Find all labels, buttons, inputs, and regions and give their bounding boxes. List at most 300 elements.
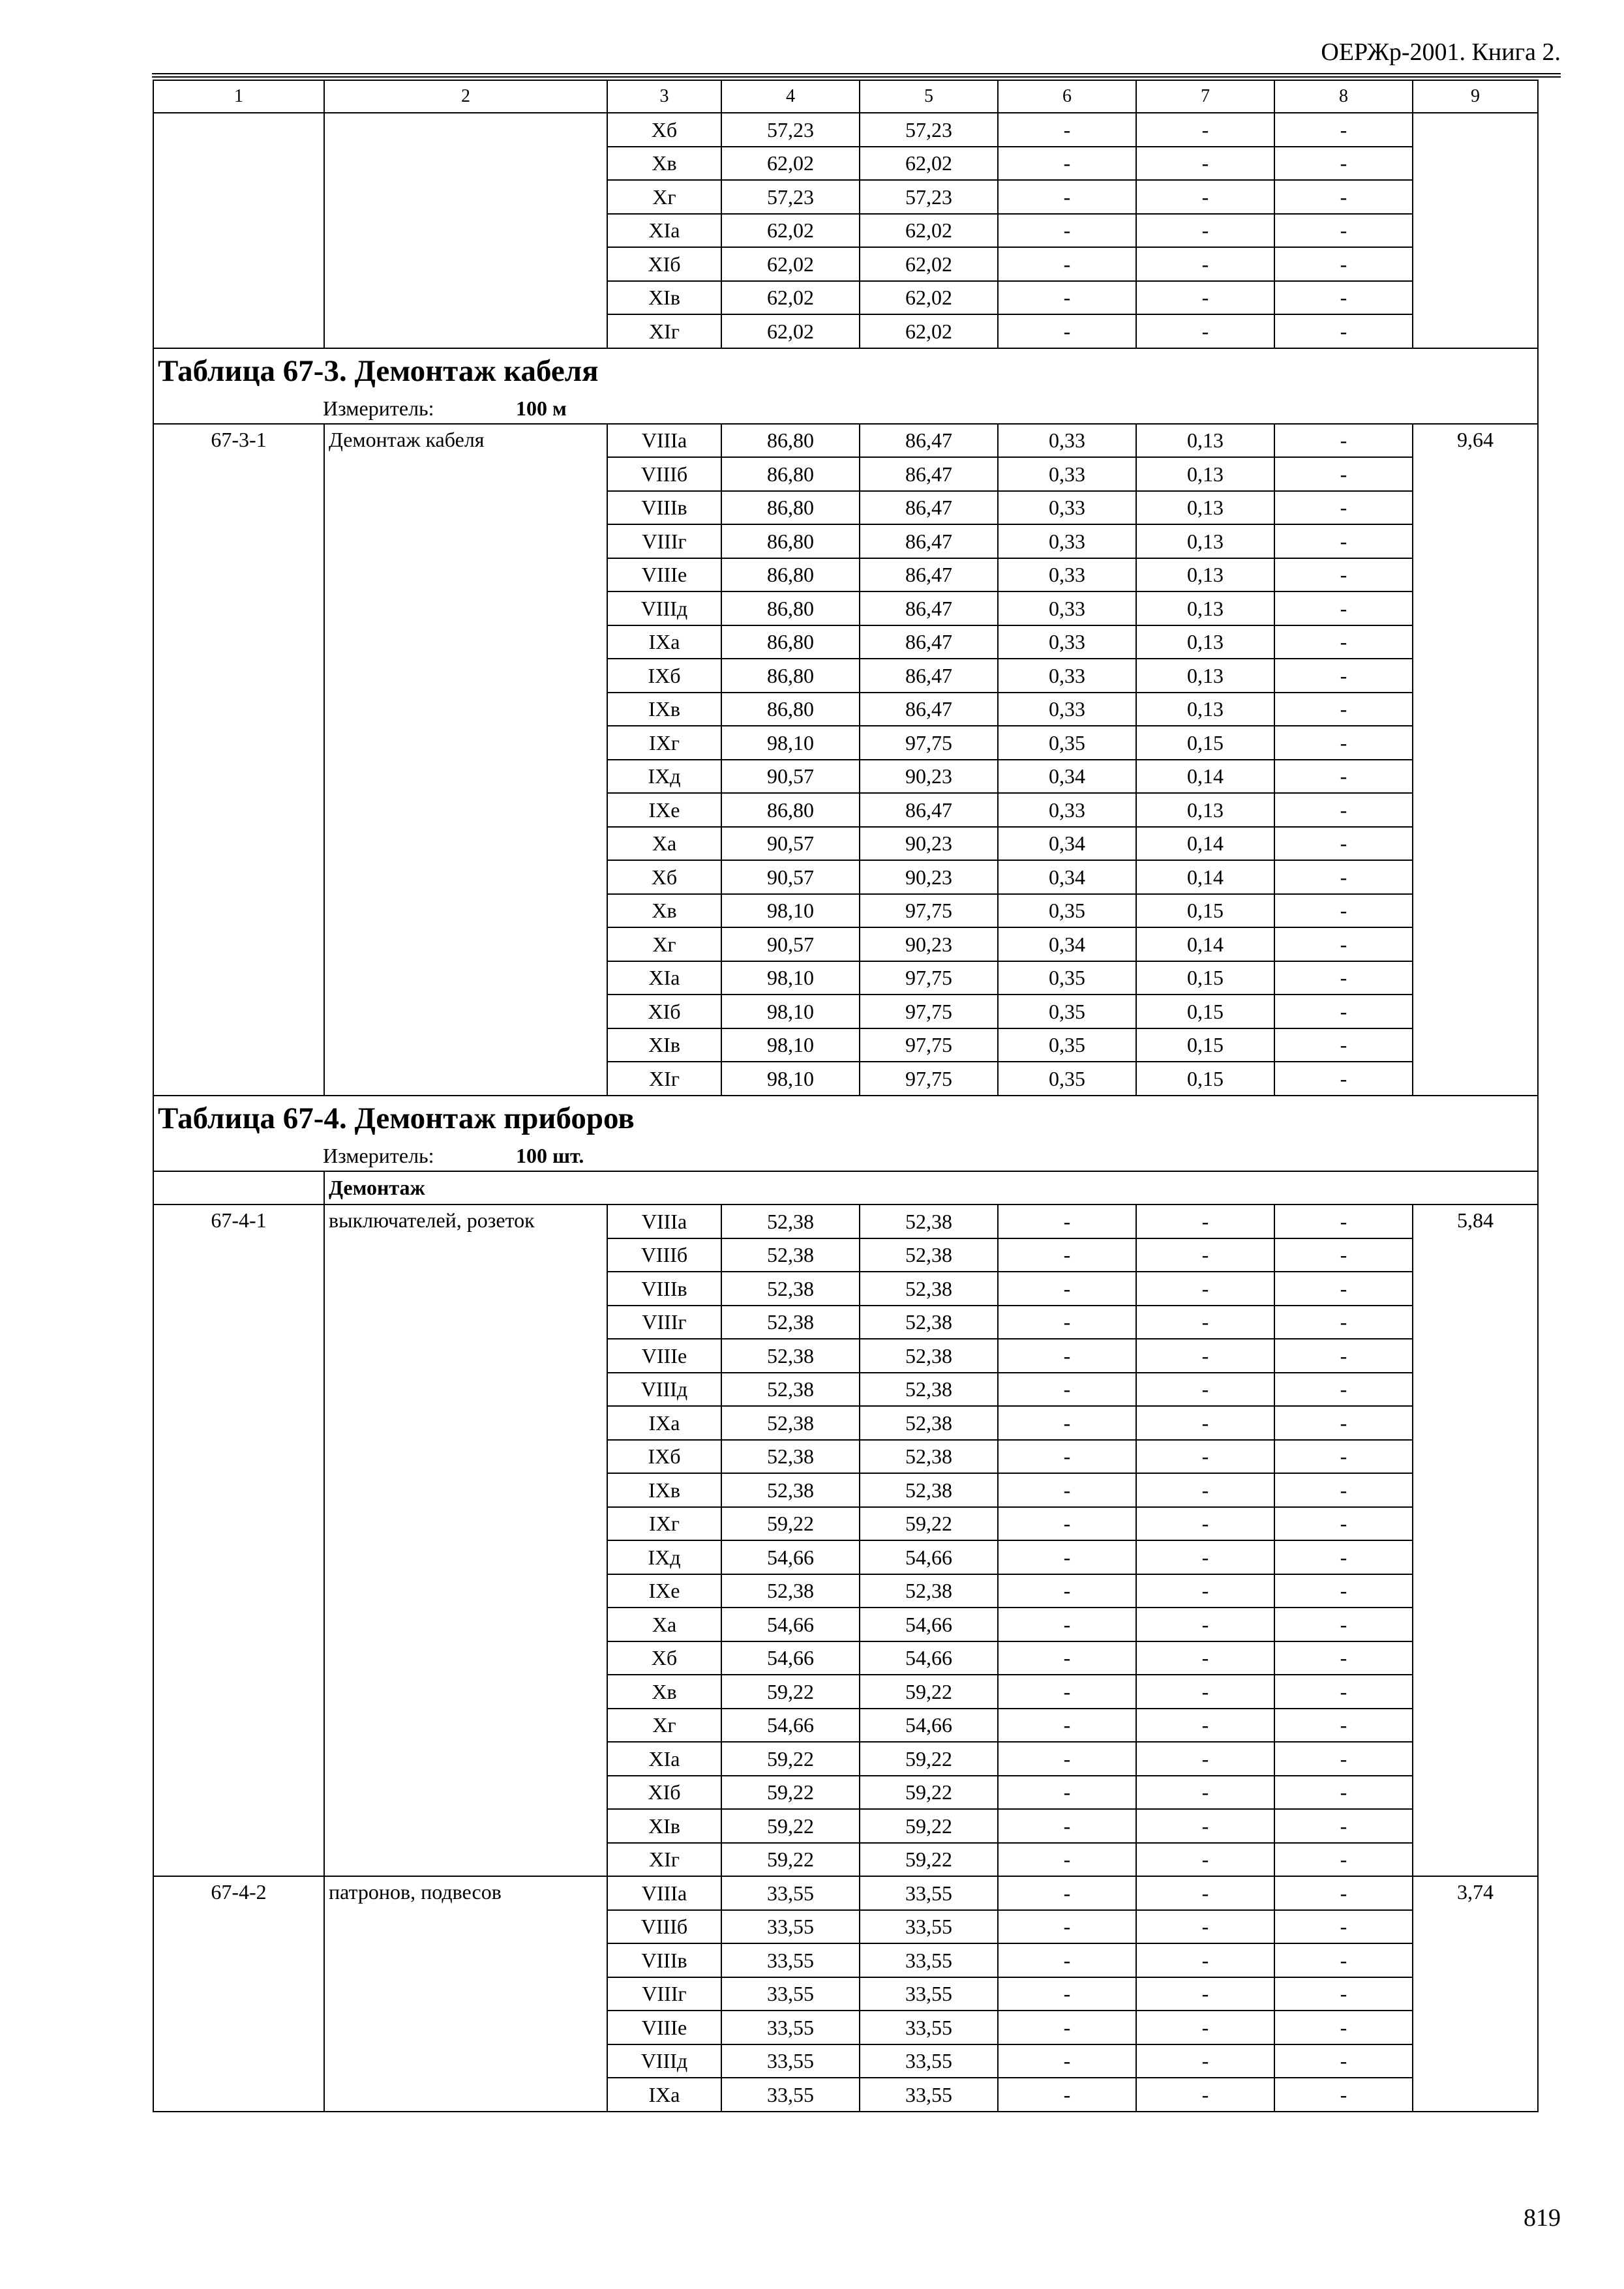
value-cell: - (1274, 1062, 1413, 1096)
value-cell: 52,38 (721, 1339, 860, 1373)
value-cell: VIIIб (607, 1238, 721, 1272)
value-cell: 0,34 (998, 927, 1136, 961)
value-cell: - (1136, 1272, 1274, 1306)
value-cell: 90,23 (860, 927, 998, 961)
table-row (153, 424, 1538, 458)
value-cell: - (1136, 1641, 1274, 1675)
value-cell: - (1136, 281, 1274, 315)
value-cell: - (1274, 457, 1413, 491)
value-cell: Xв (607, 147, 721, 181)
value-cell: IXе (607, 793, 721, 827)
value-cell: 52,38 (860, 1440, 998, 1474)
value-cell: 0,15 (1136, 961, 1274, 995)
value-cell: - (1136, 1910, 1274, 1944)
value-cell: XIв (607, 1809, 721, 1843)
value-cell: 98,10 (721, 961, 860, 995)
header-rule (152, 73, 1561, 74)
value-cell: - (998, 247, 1136, 281)
value-cell: VIIIа (607, 424, 721, 458)
value-cell: - (998, 1641, 1136, 1675)
value-cell: 86,80 (721, 659, 860, 693)
value-cell: - (1274, 1776, 1413, 1810)
value-cell: 59,22 (860, 1776, 998, 1810)
value-cell: - (1274, 1238, 1413, 1272)
value-cell: 54,66 (721, 1709, 860, 1743)
value-cell: - (1136, 180, 1274, 214)
value-cell: VIIIв (607, 491, 721, 525)
value-cell: 62,02 (860, 214, 998, 248)
value-cell: 0,33 (998, 524, 1136, 558)
value-cell: XIб (607, 247, 721, 281)
value-cell: 0,35 (998, 995, 1136, 1028)
value-cell: 0,14 (1136, 760, 1274, 794)
column-number-cell: 4 (721, 80, 860, 113)
value-cell: 59,22 (860, 1843, 998, 1877)
table-title: Таблица 67-4. Демонтаж приборов (153, 1096, 1538, 1141)
item-col9-cell: 3,74 (1413, 1876, 1538, 2112)
value-cell: 33,55 (721, 2011, 860, 2044)
value-cell: - (1136, 1608, 1274, 1641)
value-cell: - (1274, 927, 1413, 961)
value-cell: 86,47 (860, 558, 998, 592)
value-cell: - (1274, 314, 1413, 348)
value-cell: 86,47 (860, 659, 998, 693)
meter-value: 100 шт. (516, 1143, 584, 1167)
meter-value: 100 м (516, 396, 567, 420)
value-cell: - (1136, 147, 1274, 181)
value-cell: 0,15 (1136, 726, 1274, 760)
value-cell: - (1274, 1406, 1413, 1440)
value-cell: 86,80 (721, 424, 860, 458)
value-cell: 0,34 (998, 760, 1136, 794)
value-cell: IXд (607, 1540, 721, 1574)
value-cell: - (1136, 214, 1274, 248)
value-cell: IXг (607, 1507, 721, 1541)
value-cell: 62,02 (721, 281, 860, 315)
value-cell: 0,33 (998, 625, 1136, 659)
value-cell: 98,10 (721, 894, 860, 928)
value-cell: 54,66 (721, 1608, 860, 1641)
value-cell: 0,13 (1136, 591, 1274, 625)
value-cell: - (1136, 1507, 1274, 1541)
value-cell: - (1274, 180, 1413, 214)
value-cell: 0,14 (1136, 860, 1274, 894)
value-cell: IXд (607, 760, 721, 794)
value-cell: 33,55 (721, 1910, 860, 1944)
value-cell: IXв (607, 693, 721, 726)
item-col9-cell (1413, 113, 1538, 348)
value-cell: XIа (607, 214, 721, 248)
value-cell: 86,47 (860, 591, 998, 625)
value-cell: - (1136, 1440, 1274, 1474)
value-cell: - (1136, 1776, 1274, 1810)
value-cell: 86,47 (860, 693, 998, 726)
value-cell: XIб (607, 1776, 721, 1810)
header-rule (152, 76, 1561, 78)
column-number-cell: 5 (860, 80, 998, 113)
value-cell: 0,13 (1136, 659, 1274, 693)
value-cell: - (1274, 1204, 1413, 1238)
value-cell: - (998, 281, 1136, 315)
value-cell: 52,38 (860, 1272, 998, 1306)
value-cell: 0,35 (998, 961, 1136, 995)
value-cell: 33,55 (860, 1977, 998, 2011)
value-cell: 52,38 (721, 1440, 860, 1474)
group-label: Демонтаж (324, 1171, 1538, 1205)
value-cell: 90,23 (860, 760, 998, 794)
table-title-row (153, 348, 1538, 393)
value-cell: 0,13 (1136, 424, 1274, 458)
value-cell: 52,38 (721, 1272, 860, 1306)
value-cell: - (998, 1843, 1136, 1877)
value-cell: - (1136, 1339, 1274, 1373)
value-cell: IXб (607, 659, 721, 693)
value-cell: VIIIб (607, 457, 721, 491)
meter-cell (153, 393, 1538, 424)
meter-row (153, 1141, 1538, 1171)
value-cell: 62,02 (721, 214, 860, 248)
value-cell: IXв (607, 1473, 721, 1507)
value-cell: 54,66 (721, 1540, 860, 1574)
value-cell: 33,55 (721, 1943, 860, 1977)
value-cell: - (1274, 147, 1413, 181)
value-cell: - (998, 1473, 1136, 1507)
value-cell: 0,33 (998, 424, 1136, 458)
value-cell: - (1136, 1373, 1274, 1407)
value-cell: - (998, 1339, 1136, 1373)
value-cell: 0,15 (1136, 995, 1274, 1028)
value-cell: - (1136, 2078, 1274, 2112)
value-cell: XIв (607, 1028, 721, 1062)
value-cell: IXе (607, 1574, 721, 1608)
value-cell: 57,23 (721, 180, 860, 214)
column-number-cell: 7 (1136, 80, 1274, 113)
value-cell: 52,38 (860, 1204, 998, 1238)
value-cell: - (1136, 1473, 1274, 1507)
value-cell: - (1136, 2011, 1274, 2044)
value-cell: 52,38 (721, 1238, 860, 1272)
value-cell: - (1136, 1977, 1274, 2011)
value-cell: 86,47 (860, 625, 998, 659)
value-cell: - (1274, 491, 1413, 525)
item-col9-cell: 5,84 (1413, 1204, 1538, 1876)
value-cell: Xб (607, 860, 721, 894)
value-cell: 59,22 (860, 1809, 998, 1843)
group-row (153, 1171, 1538, 1205)
value-cell: VIIIб (607, 1910, 721, 1944)
value-cell: - (998, 1809, 1136, 1843)
value-cell: XIг (607, 1062, 721, 1096)
value-cell: 0,14 (1136, 827, 1274, 861)
value-cell: - (998, 1373, 1136, 1407)
value-cell: VIIIе (607, 558, 721, 592)
value-cell: 0,33 (998, 693, 1136, 726)
value-cell: 98,10 (721, 726, 860, 760)
item-name-cell: выключателей, розеток (324, 1204, 607, 1876)
value-cell: IXг (607, 726, 721, 760)
value-cell: - (1136, 113, 1274, 147)
value-cell: - (998, 1910, 1136, 1944)
value-cell: - (998, 314, 1136, 348)
table-row (153, 1204, 1538, 1238)
value-cell: VIIIе (607, 1339, 721, 1373)
column-number-row (153, 80, 1538, 113)
value-cell: 59,22 (860, 1675, 998, 1709)
value-cell: 52,38 (860, 1339, 998, 1373)
value-cell: 0,15 (1136, 894, 1274, 928)
value-cell: - (1274, 827, 1413, 861)
value-cell: - (998, 147, 1136, 181)
value-cell: - (1274, 281, 1413, 315)
value-cell: 33,55 (721, 1876, 860, 1910)
value-cell: - (1274, 1675, 1413, 1709)
value-cell: - (1274, 793, 1413, 827)
value-cell: - (1274, 1709, 1413, 1743)
value-cell: - (1274, 995, 1413, 1028)
column-number-cell: 9 (1413, 80, 1538, 113)
value-cell: IXб (607, 1440, 721, 1474)
value-cell: VIIIг (607, 1306, 721, 1339)
value-cell: 0,13 (1136, 625, 1274, 659)
value-cell: 97,75 (860, 995, 998, 1028)
value-cell: - (1136, 1843, 1274, 1877)
value-cell: 33,55 (860, 1943, 998, 1977)
value-cell: - (998, 1943, 1136, 1977)
running-title: ОЕРЖр-2001. Книга 2. (1321, 38, 1561, 66)
value-cell: - (1136, 1709, 1274, 1743)
value-cell: 0,13 (1136, 457, 1274, 491)
value-cell: 57,23 (860, 180, 998, 214)
value-cell: - (998, 180, 1136, 214)
value-cell: 52,38 (860, 1238, 998, 1272)
value-cell: - (1274, 1473, 1413, 1507)
value-cell: 59,22 (860, 1507, 998, 1541)
value-cell: - (998, 2011, 1136, 2044)
value-cell: XIа (607, 961, 721, 995)
value-cell: IXа (607, 1406, 721, 1440)
value-cell: 90,57 (721, 827, 860, 861)
value-cell: - (1274, 1943, 1413, 1977)
value-cell: Xв (607, 894, 721, 928)
value-cell: - (998, 1272, 1136, 1306)
value-cell: 59,22 (721, 1809, 860, 1843)
value-cell: Xа (607, 1608, 721, 1641)
value-cell: - (1274, 1876, 1413, 1910)
value-cell: 54,66 (860, 1641, 998, 1675)
item-col9-cell: 9,64 (1413, 424, 1538, 1096)
value-cell: 0,13 (1136, 793, 1274, 827)
value-cell: 52,38 (721, 1473, 860, 1507)
value-cell: - (1274, 1977, 1413, 2011)
value-cell: XIг (607, 1843, 721, 1877)
value-cell: - (998, 2078, 1136, 2112)
value-cell: 59,22 (860, 1742, 998, 1776)
value-cell: 0,15 (1136, 1028, 1274, 1062)
value-cell: 0,33 (998, 659, 1136, 693)
value-cell: - (1274, 1440, 1413, 1474)
value-cell: Xг (607, 180, 721, 214)
value-cell: - (998, 1507, 1136, 1541)
value-cell: 86,47 (860, 491, 998, 525)
value-cell: - (1274, 693, 1413, 726)
value-cell: - (1136, 2044, 1274, 2078)
value-cell: 0,13 (1136, 491, 1274, 525)
value-cell: - (1274, 1910, 1413, 1944)
value-cell: IXа (607, 625, 721, 659)
value-cell: 52,38 (721, 1204, 860, 1238)
value-cell: 33,55 (860, 1876, 998, 1910)
value-cell: - (1274, 524, 1413, 558)
value-cell: - (1274, 1843, 1413, 1877)
item-code-cell: 67-3-1 (153, 424, 324, 1096)
value-cell: VIIIд (607, 591, 721, 625)
value-cell: VIIIв (607, 1943, 721, 1977)
item-code-cell (153, 113, 324, 348)
value-cell: 90,57 (721, 760, 860, 794)
value-cell: - (998, 1776, 1136, 1810)
value-cell: - (1136, 1406, 1274, 1440)
value-cell: 0,33 (998, 457, 1136, 491)
value-cell: 86,80 (721, 625, 860, 659)
value-cell: 52,38 (721, 1306, 860, 1339)
value-cell: 0,33 (998, 558, 1136, 592)
column-number-cell: 6 (998, 80, 1136, 113)
item-code-cell: 67-4-2 (153, 1876, 324, 2112)
value-cell: VIIIа (607, 1876, 721, 1910)
value-cell: - (1274, 558, 1413, 592)
value-cell: - (1136, 1306, 1274, 1339)
value-cell: - (1274, 2011, 1413, 2044)
value-cell: - (998, 1238, 1136, 1272)
column-number-cell: 3 (607, 80, 721, 113)
item-code-cell: 67-4-1 (153, 1204, 324, 1876)
value-cell: 0,13 (1136, 524, 1274, 558)
value-cell: - (1274, 1028, 1413, 1062)
value-cell: - (1274, 1809, 1413, 1843)
value-cell: 0,35 (998, 1062, 1136, 1096)
value-cell: Xг (607, 1709, 721, 1743)
value-cell: 52,38 (721, 1406, 860, 1440)
value-cell: 86,80 (721, 591, 860, 625)
value-cell: - (1136, 1876, 1274, 1910)
value-cell: 90,57 (721, 860, 860, 894)
table-title: Таблица 67-3. Демонтаж кабеля (153, 348, 1538, 393)
table-title-row (153, 1096, 1538, 1141)
value-cell: IXа (607, 2078, 721, 2112)
value-cell: 86,47 (860, 524, 998, 558)
value-cell: 52,38 (860, 1373, 998, 1407)
meter-label: Измеритель: (323, 396, 434, 420)
value-cell: - (1274, 1608, 1413, 1641)
value-cell: 86,80 (721, 491, 860, 525)
value-cell: - (1136, 1675, 1274, 1709)
value-cell: 86,80 (721, 524, 860, 558)
group-empty-cell (153, 1171, 324, 1205)
value-cell: 57,23 (721, 113, 860, 147)
value-cell: 62,02 (721, 247, 860, 281)
value-cell: 0,35 (998, 1028, 1136, 1062)
value-cell: - (1274, 1272, 1413, 1306)
value-cell: - (998, 1876, 1136, 1910)
value-cell: 0,33 (998, 793, 1136, 827)
item-name-cell (324, 113, 607, 348)
value-cell: - (1274, 1306, 1413, 1339)
value-cell: 86,80 (721, 457, 860, 491)
value-cell: VIIIа (607, 1204, 721, 1238)
value-cell: - (1136, 1204, 1274, 1238)
value-cell: 59,22 (721, 1507, 860, 1541)
value-cell: 62,02 (860, 314, 998, 348)
value-cell: - (998, 1440, 1136, 1474)
value-cell: 97,75 (860, 1028, 998, 1062)
value-cell: 33,55 (721, 2044, 860, 2078)
value-cell: 0,33 (998, 491, 1136, 525)
value-cell: XIг (607, 314, 721, 348)
value-cell: Xг (607, 927, 721, 961)
value-cell: - (1274, 113, 1413, 147)
value-cell: 0,33 (998, 591, 1136, 625)
value-cell: VIIIг (607, 524, 721, 558)
value-cell: - (1136, 1238, 1274, 1272)
value-cell: 86,47 (860, 457, 998, 491)
meter-row (153, 393, 1538, 424)
value-cell: - (1136, 1742, 1274, 1776)
value-cell: 62,02 (860, 281, 998, 315)
value-cell: 86,47 (860, 424, 998, 458)
value-cell: 90,23 (860, 827, 998, 861)
norms-table-body (153, 80, 1538, 2112)
value-cell: - (1274, 1641, 1413, 1675)
value-cell: - (1274, 1373, 1413, 1407)
value-cell: - (998, 1709, 1136, 1743)
value-cell: - (998, 1742, 1136, 1776)
value-cell: - (1274, 726, 1413, 760)
value-cell: 59,22 (721, 1843, 860, 1877)
value-cell: - (1274, 894, 1413, 928)
value-cell: - (1274, 1574, 1413, 1608)
value-cell: 97,75 (860, 1062, 998, 1096)
value-cell: Xв (607, 1675, 721, 1709)
item-name-cell: Демонтаж кабеля (324, 424, 607, 1096)
table-row (153, 113, 1538, 147)
value-cell: 0,35 (998, 726, 1136, 760)
value-cell: 62,02 (721, 147, 860, 181)
value-cell: - (998, 1675, 1136, 1709)
column-number-cell: 1 (153, 80, 324, 113)
value-cell: 90,57 (721, 927, 860, 961)
value-cell: VIIIе (607, 2011, 721, 2044)
value-cell: - (1136, 247, 1274, 281)
value-cell: 33,55 (860, 2011, 998, 2044)
value-cell: VIIIд (607, 2044, 721, 2078)
value-cell: - (1274, 214, 1413, 248)
value-cell: 52,38 (860, 1473, 998, 1507)
value-cell: Xб (607, 113, 721, 147)
value-cell: - (1274, 860, 1413, 894)
value-cell: 59,22 (721, 1776, 860, 1810)
value-cell: 62,02 (721, 314, 860, 348)
value-cell: 59,22 (721, 1742, 860, 1776)
value-cell: 98,10 (721, 995, 860, 1028)
value-cell: 52,38 (860, 1574, 998, 1608)
value-cell: - (998, 1204, 1136, 1238)
value-cell: XIв (607, 281, 721, 315)
value-cell: - (998, 214, 1136, 248)
value-cell: - (1274, 1507, 1413, 1541)
value-cell: - (1274, 247, 1413, 281)
value-cell: - (1274, 659, 1413, 693)
value-cell: - (1274, 2044, 1413, 2078)
